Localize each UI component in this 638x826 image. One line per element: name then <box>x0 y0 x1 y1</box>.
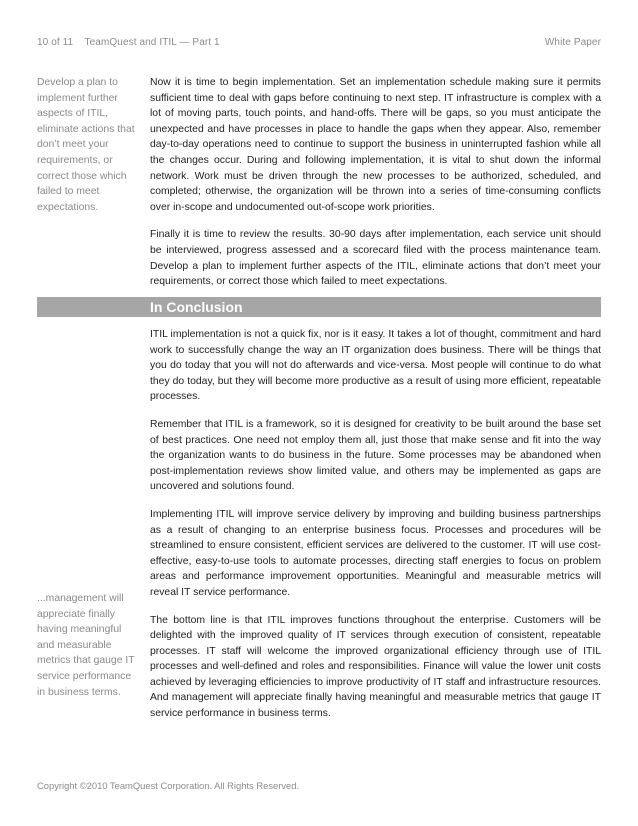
paragraph-implementation: Now it is time to begin implementation. Set an implementation schedule making sure it permits sufficient time to deal with gaps before continuing to next step. IT infrastructure is complex with a lot of moving parts, touch points, and hand-offs. There will be gaps, so you must anticipate the unexpected and have processes in place to handle the gaps when they appear. Also, remember day-to-day operations need to continue to support the business in uninterrupted fashion while all the changes occur. During and following implementation, it is vital to shut down the informal network. Work must be driven through the new processes to be authorized, scheduled, and completed; otherwise, the organization will be thrown into a series of time-consuming conflicts over in-scope and undocumented out-of-scope work priorities. <box>150 77 601 213</box>
paragraph-framework: Remember that ITIL is a framework, so it is designed for creativity to be built around the base set of best practices. One need not employ them all, just those that make sense and fit into the way the organization wants to do business in the future. Some processes may be abandoned when post-implementation reviews show limited value, and others may be implemented as gaps are uncovered and solutions found. <box>150 418 601 493</box>
paragraph-review: Finally it is time to review the results. 30-90 days after implementation, each service unit should be interviewed, progress assessed and a scorecard filed with the process maintenance team. Develop a plan to implement further aspects of the ITIL, eliminate actions that don’t meet your requirements, or correct those which failed to meet expectations. <box>150 229 601 288</box>
page-header <box>37 37 601 48</box>
section-header-bar <box>37 297 601 317</box>
page-footer <box>37 780 299 791</box>
page-number: 10 of 11 <box>37 37 74 48</box>
copyright-text: Copyright ©2010 TeamQuest Corporation. All Rights Reserved. <box>37 780 300 791</box>
conclusion-section <box>150 327 601 734</box>
section-title: In Conclusion <box>150 299 243 315</box>
sidenote-plan: Develop a plan to implement further aspects of ITIL, eliminate actions that don’t meet your requirements, or correct those which failed to meet expectations. <box>37 77 135 213</box>
paragraph-not-quick-fix: ITIL implementation is not a quick fix, nor is it easy. It takes a lot of thought, commitment and hard work to successfully change the way an IT organization does business. There will be things that you do today that you will not do afterwards and vice-versa. Most people will continue to do what they do today, but they will become more productive as a result of using more efficient, repeatable processes. <box>150 329 601 403</box>
paragraph-bottom-line: The bottom line is that ITIL improves functions throughout the enterprise. Customers will be delighted with the improved quality of IT services through execution of consistent, repeatable processes. IT staff will welcome the improved organizational efficiency through use of ITIL processes and well-defined and roles and responsibilities. Finance will value the lower unit costs achieved by leveraging efficiencies to improve productivity of IT staff and infrastructure resources. And management will appreciate finally having meaningful and measurable metrics that gauge IT service performance in business terms. <box>150 614 601 720</box>
document-title: TeamQuest and ITIL — Part 1 <box>84 37 220 48</box>
paragraph-service-delivery: Implementing ITIL will improve service delivery by improving and building business partnerships as a result of changing to an enterprise business focus. Processes and procedures will be streamlined to ensure consistent, efficient services are delivered to the customer. IT will use cost-effective, easy-to-use tools to automate processes, directing staff energies to focus on problem areas and performance improvement opportunities. Meaningful and measurable metrics will reveal IT service performance. <box>150 508 601 598</box>
intro-section <box>150 75 601 302</box>
sidenote-management: ...management will appreciate finally having meaningful and measurable metrics that gauge IT service performance in business terms. <box>37 593 135 698</box>
document-type: White Paper <box>544 37 601 48</box>
